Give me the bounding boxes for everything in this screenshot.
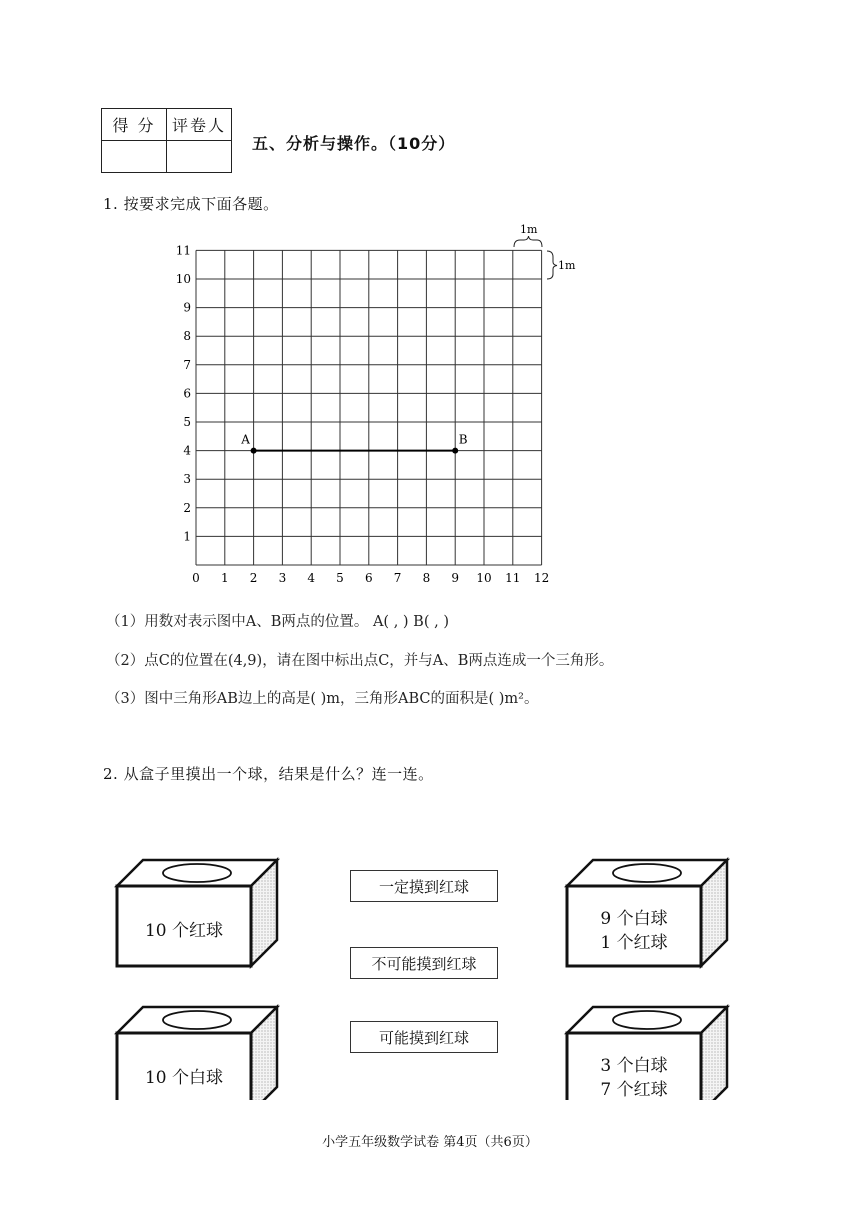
point-label-b: B: [458, 432, 468, 447]
y-tick-label: 9: [183, 300, 191, 315]
outcome-certain[interactable]: 一定摸到红球: [350, 870, 498, 902]
page-footer: 小学五年级数学试卷 第4页（共6页）: [322, 1135, 538, 1150]
ball-box-left-1: [117, 860, 277, 966]
grader-label: 评卷人: [167, 109, 232, 141]
scale-brace-y: [547, 251, 557, 279]
outcome-impossible[interactable]: 不可能摸到红球: [350, 947, 498, 979]
x-tick-label: 10: [476, 571, 492, 585]
outcome-possible[interactable]: 可能摸到红球: [350, 1021, 498, 1053]
point-a: [251, 448, 257, 454]
y-tick-label: 7: [183, 357, 191, 372]
question-1-sub-3: （3）图中三角形AB边上的高是( )m，三角形ABC的面积是( )m²。: [106, 691, 539, 707]
y-tick-label: 5: [183, 415, 191, 429]
point-b: [452, 448, 458, 454]
box-opening: [163, 1011, 231, 1029]
y-tick-label: 8: [183, 329, 191, 344]
axis-tick-labels: [176, 243, 550, 585]
question-1-sub-1: （1）用数对表示图中A、B两点的位置。 A( , ) B( , ): [106, 614, 449, 630]
box-left-1-line-1: 10 个红球: [144, 921, 224, 941]
box-right-1-line-1: 9 个白球: [600, 909, 668, 929]
y-tick-label: 3: [183, 472, 191, 487]
x-tick-label: 7: [393, 571, 402, 585]
coordinate-grid[interactable]: [0, 0, 860, 600]
box-right-2-line-1: 3 个白球: [600, 1056, 668, 1076]
x-tick-label: 0: [192, 571, 200, 585]
box-opening: [613, 1011, 681, 1029]
scale-y-label: 1m: [558, 259, 576, 272]
y-tick-label: 4: [183, 443, 191, 458]
grid-lines: [196, 250, 542, 565]
x-tick-label: 4: [307, 571, 316, 585]
x-tick-label: 2: [249, 571, 258, 585]
x-tick-label: 8: [422, 571, 431, 585]
y-tick-label: 6: [183, 386, 191, 401]
x-tick-label: 9: [451, 571, 460, 585]
box-right-1-line-2: 1 个红球: [600, 933, 668, 953]
question-1-sub-2: （2）点C的位置在(4,9)，请在图中标出点C，并与A、B两点连成一个三角形。: [106, 653, 614, 669]
section-title: 五、分析与操作。（10分）: [252, 134, 456, 153]
x-tick-label: 3: [278, 571, 287, 585]
scale-brace-x: [514, 236, 542, 247]
box-opening: [613, 864, 681, 882]
question-1-prompt: 1. 按要求完成下面各题。: [103, 195, 279, 213]
x-tick-label: 12: [533, 571, 550, 585]
x-tick-label: 1: [220, 571, 229, 585]
point-label-a: A: [241, 432, 250, 447]
x-tick-label: 11: [505, 571, 521, 585]
y-tick-label: 2: [183, 500, 191, 515]
y-tick-label: 11: [175, 243, 191, 258]
y-tick-label: 10: [175, 272, 191, 286]
points-layer: [240, 433, 468, 454]
scale-x-label: 1m: [520, 223, 538, 236]
question-2-prompt: 2. 从盒子里摸出一个球，结果是什么？连一连。: [103, 765, 434, 783]
box-opening: [163, 864, 231, 882]
x-tick-label: 5: [336, 571, 344, 585]
x-tick-label: 6: [364, 571, 373, 585]
score-label: 得 分: [102, 109, 167, 141]
y-tick-label: 1: [183, 529, 191, 544]
box-right-2-line-2: 7 个红球: [600, 1080, 668, 1100]
box-left-2-line-1: 10 个白球: [144, 1068, 224, 1088]
